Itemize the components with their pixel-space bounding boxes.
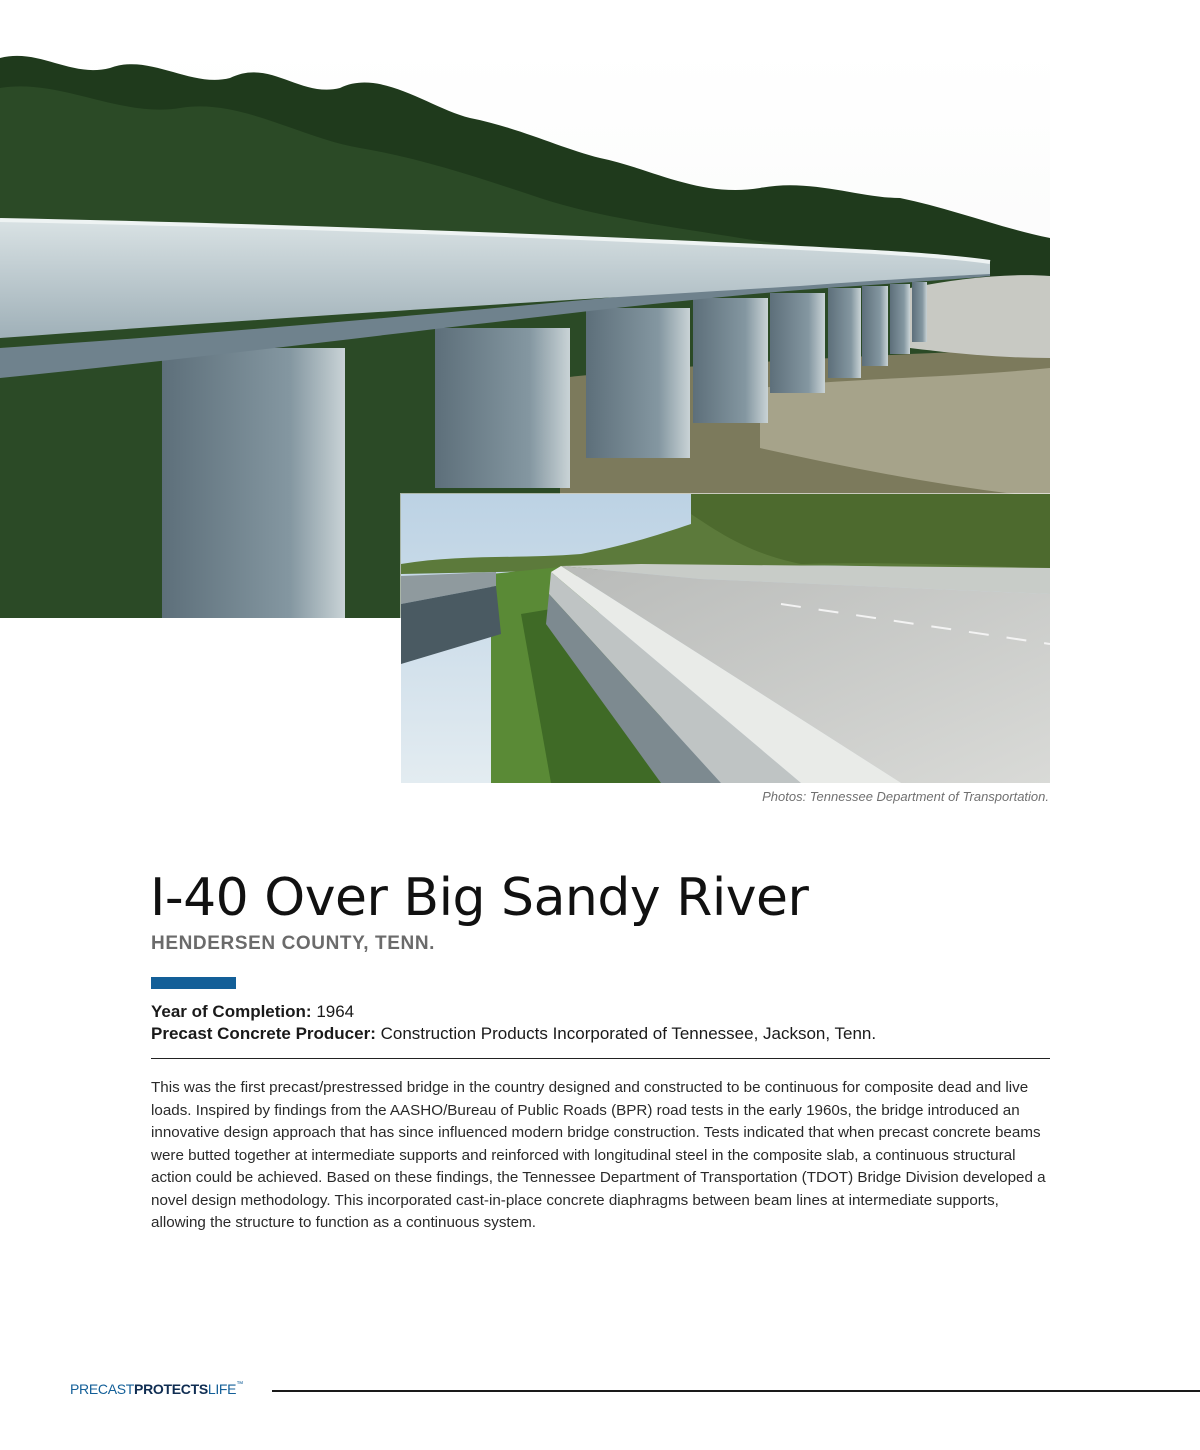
article-body: This was the first precast/prestressed bridge in the country designed and constructed to be continuous for composite dead and live loads. Inspired by findings from the AASHO/Bureau of Public Roads (BPR) road tests in the early 1960s, the bridge introduced an innovative design approach that has since influenced modern bridge construction. Tests indicated that when precast concrete beams were butted together at intermediate supports and reinforced with longitudinal steel in the composite slab, a continuous structural action could be achieved. Based on these findings, the Tennessee Department of Transportation (TDOT) Bridge Division developed a novel design methodology. This incorporated cast-in-place concrete diaphragms between beam lines at intermediate supports, allowing the structure to function as a continuous system. <box>151 1079 1046 1231</box>
bridge-photo-deck-view-icon <box>401 494 1050 783</box>
bridge-photo-inset <box>401 494 1050 783</box>
location-subtitle: HENDERSEN COUNTY, TENN. <box>151 933 436 954</box>
accent-bar <box>151 977 236 989</box>
footer-logo <box>70 1381 243 1397</box>
logo-trademark: ™ <box>236 1381 243 1388</box>
year-row <box>151 1001 876 1023</box>
producer-value: Construction Products Incorporated of Tennessee, Jackson, Tenn. <box>380 1024 877 1043</box>
page-title: I-40 Over Big Sandy River <box>150 868 809 928</box>
photo-caption: Photos: Tennessee Department of Transportation. <box>762 789 1049 804</box>
producer-row <box>151 1023 876 1045</box>
year-value: 1964 <box>316 1002 355 1021</box>
section-divider <box>151 1058 1050 1059</box>
producer-label: Precast Concrete Producer: <box>151 1024 376 1043</box>
logo-protects: PROTECTS <box>134 1381 208 1397</box>
project-details <box>151 1001 876 1045</box>
footer-rule <box>272 1390 1200 1392</box>
logo-life: LIFE <box>207 1381 237 1397</box>
logo-precast: PRECAST <box>70 1381 135 1397</box>
year-label: Year of Completion: <box>151 1002 312 1021</box>
